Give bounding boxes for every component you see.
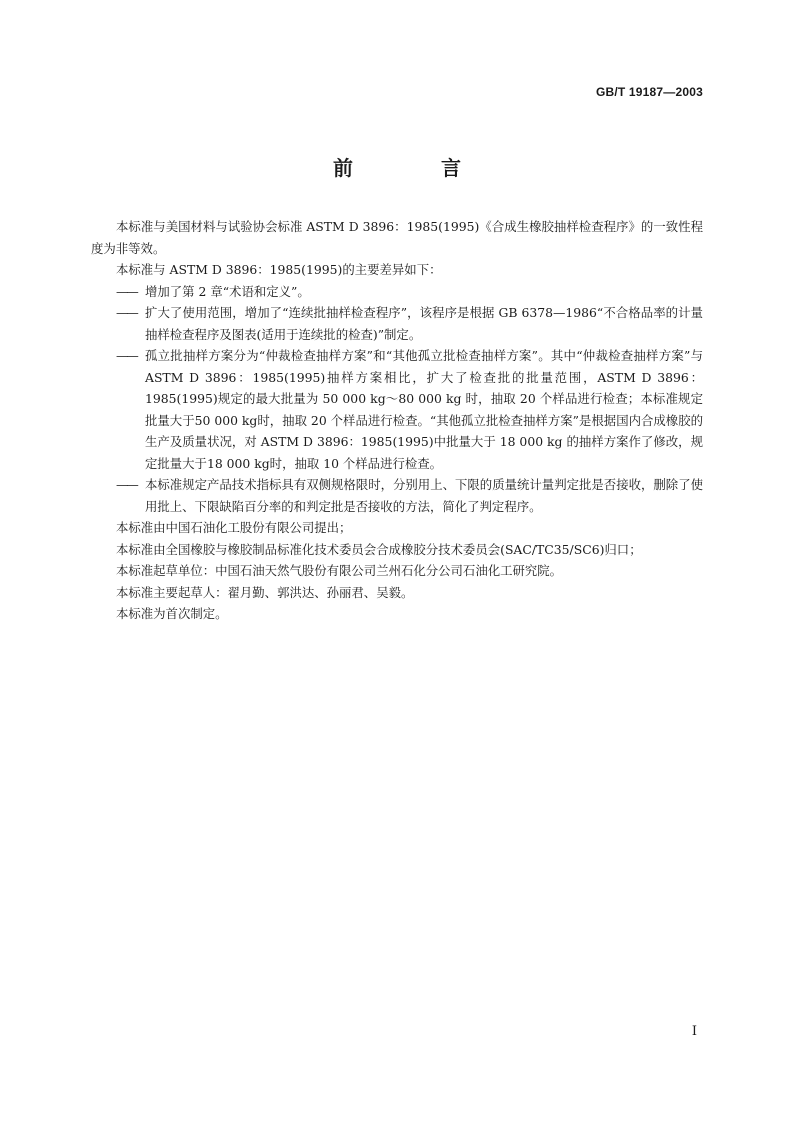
paragraph-drafters: 本标准主要起草人：翟月勤、郭洪达、孙丽君、吴毅。 [116,584,414,600]
list-item-text: 扩大了使用范围，增加了“连续批抽样检查程序”，该程序是根据 GB 6378—1986“不合格品率的计量抽样检查程序及图表(适用于连续批的检查)”制定。 [145,305,703,342]
list-item [91,302,703,345]
page-title: 前 言 [333,156,495,180]
list-item-text: 孤立批抽样方案分为“仲裁检查抽样方案”和“其他孤立批检查抽样方案”。其中“仲裁检查抽样方案”与 ASTM D 3896：1985(1995)抽样方案相比，扩大了检查批的批量范围，ASTM D 3896：1985(1995)规定的最大批量为 50 000 kg～80 000 kg 时，抽取 20 个样品进行检查；本标准规定批量大于50 000 kg时，抽取 20 个样品进行检查。“其他孤立批检查抽样方案”是根据国内合成橡胶的生产及质量状况，对 ASTM D 3896：1985(1995)中批量大于 18 000 kg 的抽样方案作了修改，规定批量大于18 000 kg时，抽取 10 个样品进行检查。 [145,348,703,471]
paragraph-differences-intro: 本标准与 ASTM D 3896：1985(1995)的主要差异如下： [116,262,442,277]
dash-marker: —— [116,477,137,492]
paragraph-drafting-unit: 本标准起草单位：中国石油天然气股份有限公司兰州石化分公司石油化工研究院。 [116,563,563,578]
paragraph-first-edition: 本标准为首次制定。 [116,606,228,621]
paragraph-proposer: 本标准由中国石油化工股份有限公司提出； [116,520,352,535]
paragraph-administrator: 本标准由全国橡胶与橡胶制品标准化技术委员会合成橡胶分技术委员会(SAC/TC35/SC6)归口； [116,541,642,557]
list-item [91,281,703,303]
dash-marker: —— [116,348,137,363]
standard-code: GB/T 19187—2003 [595,85,703,99]
list-item-text: 本标准规定产品技术指标具有双侧规格限时，分别用上、下限的质量统计量判定批是否接收，删除了使用批上、下限缺陷百分率的和判定批是否接收的方法，简化了判定程序。 [145,477,703,514]
dash-marker: —— [116,283,137,299]
dash-marker: —— [116,305,137,320]
foreword-body [91,216,703,625]
list-item [91,474,703,517]
paragraph-consistency: 本标准与美国材料与试验协会标准 ASTM D 3896：1985(1995)《合成生橡胶抽样检查程序》的一致性程度为非等效。 [91,219,703,256]
page-number: I [691,1024,697,1039]
list-item [91,345,703,474]
list-item-text: 增加了第 2 章“术语和定义”。 [145,283,310,299]
